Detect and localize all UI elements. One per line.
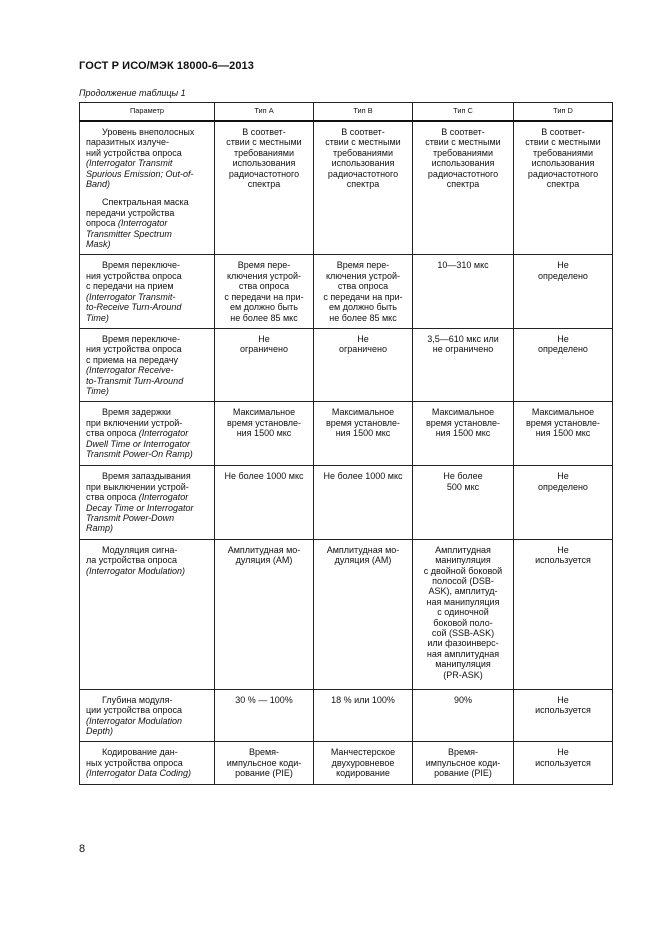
value-line: определено [538,344,588,355]
parameter-line: паразитных излуче- [86,137,169,148]
table-row [80,255,613,328]
value-line: ствии с местными [425,137,501,148]
parameter-line: Band) [86,179,111,190]
parameter-line: Transmitter Spectrum [86,228,172,239]
parameter-line: Глубина модуля- [102,694,173,705]
type-d-cell [514,255,613,328]
value-line: 500 мкс [446,481,480,492]
value-line: Максимальное [431,407,495,418]
type-c-cell [413,742,514,784]
value-line: ства опроса [337,281,389,292]
value-line: ограничено [339,344,387,355]
table-header-row [80,103,613,122]
value-line: полосой (DSB- [432,576,494,586]
table-row [80,742,613,784]
value-line: Амплитудная [435,544,491,555]
value-line: Не [357,333,369,344]
value-line: Время пере- [336,260,390,271]
parameter-line: ла устройства опроса [86,555,178,566]
value-line: требованиями [234,147,294,158]
value-line: Не более [443,471,483,482]
value-line: Максимальное [331,407,395,418]
value-line: 3,5—610 мкс или [427,333,499,344]
value-line: время установле- [425,417,501,428]
value-line: время установле- [226,417,302,428]
value-line: 30 % — 100% [235,694,293,705]
value-line: манипуляция [435,555,491,566]
value-line: ограничено [240,344,288,355]
value-line: радиочастотного [527,168,599,179]
value-line: определено [538,481,588,492]
value-line: рование (PIE) [235,768,293,779]
type-d-cell [514,328,613,401]
header-type-b: Тип B [314,103,413,122]
header-parameter: Параметр [80,103,215,122]
type-a-cell [215,402,314,466]
value-line: Амплитудная мо- [227,544,301,555]
value-line: требованиями [533,147,593,158]
value-line: ная амплитудная [426,648,500,659]
table-row [80,689,613,742]
parameter-english-term: (Interrogator [138,492,189,503]
value-line: ключения устрой- [227,270,301,281]
value-line: не более 85 мкс [329,312,397,323]
value-line: 18 % или 100% [331,694,395,705]
parameter-line: Depth) [86,726,114,736]
parameter-english-term: (Interrogator [117,218,168,229]
parameter-cell [80,328,215,401]
parameter-line: Ramp) [86,523,114,534]
table-row [80,402,613,466]
parameter-line: (Interrogator Modulation) [86,565,186,576]
type-b-cell [314,742,413,784]
type-c-cell [413,689,514,742]
value-line: ная манипуляция [426,596,500,607]
value-line: спектра [247,179,281,190]
table-row [80,328,613,401]
type-d-cell [514,402,613,466]
parameter-line: Transmit Power-Down [86,512,175,523]
value-line: Максимальное [232,407,296,418]
type-c-cell [413,539,514,689]
value-line: используется [535,555,591,566]
value-line: спектра [346,179,380,190]
header-type-a: Тип A [215,103,314,122]
value-line: дуляция (АМ) [334,555,392,566]
parameter-cell [80,121,215,255]
value-line: с передачи на при- [224,291,304,302]
page-number: 8 [79,843,86,855]
value-line: импульсное коди- [425,757,501,768]
value-line: рование (PIE) [434,768,492,779]
paragraph-gap [86,189,209,197]
type-b-cell [314,121,413,255]
spec-table [79,102,613,785]
value-line: радиочастотного [228,168,300,179]
value-line: Манчестерское [330,747,396,758]
parameter-line: Время запаздывания [102,471,191,482]
parameter-line: передачи устройства [86,207,175,218]
value-line: с двойной боковой [423,565,503,576]
parameter-line: to-Receive Turn-Around [86,302,182,313]
value-line: Время пере- [237,260,291,271]
parameter-line: с приема на передачу [86,354,179,365]
value-line: время установле- [325,417,401,428]
value-line: радиочастотного [327,168,399,179]
value-line: с одиночной [437,607,489,618]
parameter-line: to-Transmit Turn-Around [86,375,184,386]
value-line: используется [535,705,591,716]
parameter-cell [80,689,215,742]
type-d-cell [514,121,613,255]
value-line: ства опроса [238,281,290,292]
table-row [80,466,613,539]
value-line: ствии с местными [226,137,302,148]
value-line: В соответ- [441,127,485,137]
value-line: ASK), амплитуд- [428,586,498,597]
parameter-line: ния устройства опроса [86,344,182,355]
parameter-line: Time) [86,385,109,396]
type-c-cell [413,466,514,539]
type-a-cell [215,689,314,742]
parameter-line: Время переключе- [102,333,180,344]
value-line: требованиями [433,147,493,158]
value-line: Не [557,694,569,705]
parameter-line: (Interrogator Data Coding) [86,768,192,779]
parameter-text: ства опроса [86,492,139,503]
value-line: использования [232,158,296,169]
value-line: ния 1500 мкс [335,428,391,439]
value-line: Время- [447,747,479,758]
parameter-line: с передачи на прием [86,281,174,292]
parameter-line: Кодирование дан- [102,747,178,758]
parameter-line: Transmit Power-On Ramp) [86,448,193,459]
value-line: В соответ- [242,127,286,137]
parameter-line: Спектральная маска [102,197,189,208]
parameter-cell [80,466,215,539]
value-line: требованиями [333,147,393,158]
value-line: ствии с местными [525,137,601,148]
value-line: ния 1500 мкс [236,428,292,439]
parameter-line: Уровень внеполосных [102,127,195,137]
type-b-cell [314,402,413,466]
type-b-cell [314,689,413,742]
table-caption: Продолжение таблицы 1 [79,88,186,98]
value-line: боковой поло- [433,617,493,628]
value-line: или фазоинверс- [427,638,499,649]
parameter-line: (Interrogator Transmit- [86,291,176,302]
type-d-cell [514,742,613,784]
value-line: время установле- [525,417,601,428]
table-row [80,539,613,689]
parameter-line: (Interrogator Transmit [86,158,173,169]
parameter-line: Модуляция сигна- [102,544,178,555]
value-line: сой (SSB-ASK) [431,628,495,639]
value-line: Не [557,747,569,758]
type-a-cell [215,466,314,539]
value-line: двухуровневое [331,757,395,768]
table-row [80,121,613,255]
value-line: манипуляция [435,659,491,670]
value-line: Не более 1000 мкс [224,471,304,482]
type-b-cell [314,328,413,401]
parameter-line: Время задержки [102,407,171,418]
type-b-cell [314,539,413,689]
value-line: ем должно быть [230,302,298,313]
document-header: ГОСТ Р ИСО/МЭК 18000-6—2013 [79,60,254,72]
type-a-cell [215,255,314,328]
parameter-line: (Interrogator Receive- [86,365,174,376]
value-line: Не [557,544,569,555]
parameter-cell [80,255,215,328]
value-line: Максимальное [531,407,595,418]
header-type-c: Тип C [413,103,514,122]
value-line: дуляция (АМ) [235,555,293,566]
value-line: не более 85 мкс [230,312,298,323]
value-line: Не [557,333,569,344]
parameter-line: ния устройства опроса [86,270,182,281]
table-body [80,121,613,784]
parameter-line: Mask) [86,239,111,250]
parameter-line: при включении устрой- [86,417,183,428]
value-line: Амплитудная мо- [326,544,400,555]
value-line: ния 1500 мкс [535,428,591,439]
value-line: определено [538,270,588,281]
value-line: спектра [446,179,480,190]
value-line: кодирование [336,768,390,779]
parameter-line: Spurious Emission; Out-of- [86,168,194,179]
type-d-cell [514,539,613,689]
value-line: ключения устрой- [326,270,400,281]
parameter-cell [80,402,215,466]
type-c-cell [413,121,514,255]
parameter-line [86,428,209,438]
type-c-cell [413,402,514,466]
parameter-line: Время переключе- [102,260,180,271]
parameter-english-term: (Interrogator [138,428,189,439]
value-line: с передачи на при- [323,291,403,302]
type-b-cell [314,255,413,328]
type-a-cell [215,121,314,255]
value-line: Не [557,471,569,482]
value-line: В соответ- [341,127,385,137]
type-c-cell [413,328,514,401]
type-a-cell [215,539,314,689]
value-line: использования [331,158,395,169]
type-a-cell [215,328,314,401]
value-line: использования [431,158,495,169]
parameter-line: Decay Time or Interrogator [86,502,194,513]
value-line: Не [557,260,569,271]
value-line: не ограничено [432,344,494,355]
value-line: ствии с местными [325,137,401,148]
parameter-text: ства опроса [86,428,139,439]
type-c-cell [413,255,514,328]
value-line: 90% [453,694,472,705]
parameter-line: ции устройства опроса [86,705,182,716]
parameter-text: опроса [86,218,118,229]
parameter-line [86,492,209,502]
type-d-cell [514,466,613,539]
value-line: импульсное коди- [226,757,302,768]
value-line: В соответ- [541,127,585,137]
type-b-cell [314,466,413,539]
value-line: Не более 1000 мкс [323,471,403,482]
parameter-line: ных устройства опроса [86,757,183,768]
value-line: спектра [546,179,580,190]
value-line: 10—310 мкс [437,260,489,271]
parameter-line: ний устройства опроса [86,147,182,158]
type-d-cell [514,689,613,742]
parameter-cell [80,539,215,689]
parameter-line: (Interrogator Modulation [86,715,183,726]
value-line: ем должно быть [329,302,397,313]
value-line: Не [258,333,270,344]
value-line: используется [535,757,591,768]
parameter-cell [80,742,215,784]
parameter-line: при выключении устрой- [86,481,189,492]
value-line: Время- [248,747,280,758]
value-line: ния 1500 мкс [435,428,491,439]
parameter-line: Time) [86,312,109,323]
value-line: (PR-ASK) [443,669,483,680]
parameter-line [86,218,209,228]
parameter-line: Dwell Time or Interrogator [86,438,190,449]
header-type-d: Тип D [514,103,613,122]
value-line: использования [531,158,595,169]
value-line: радиочастотного [427,168,499,179]
type-a-cell [215,742,314,784]
